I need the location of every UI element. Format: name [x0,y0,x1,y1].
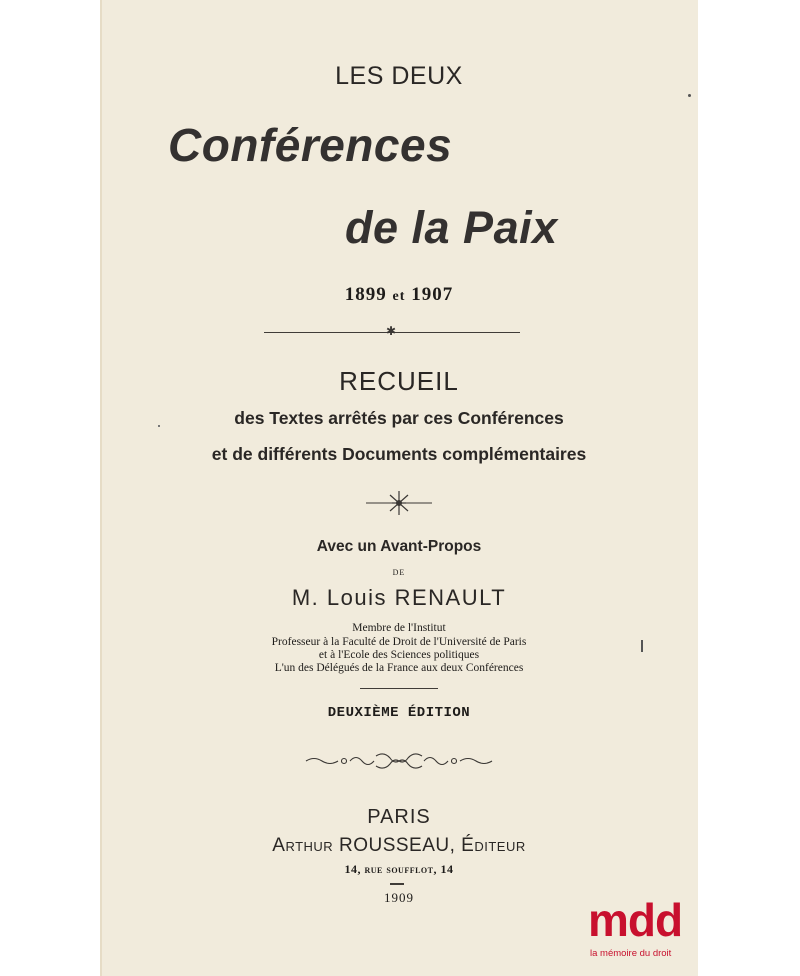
foreword-preposition: DE [392,568,406,577]
divider-rule [360,688,438,689]
title-line-2: Conférences [168,119,453,171]
author-credential: et à l'Ecole des Sciences politiques [318,649,480,661]
logo-tagline: la mémoire du droit [590,948,672,959]
title-line-1: LES DEUX [335,62,463,90]
paper-mark [641,640,643,652]
imprint-address [100,862,698,877]
title-page [100,0,698,976]
address-street: rue soufflot, [364,862,437,876]
paper-mark [158,425,160,427]
sunburst-ornament-icon [364,488,434,518]
author-name: M. Louis RENAULT [291,585,507,610]
title-line-3: de la Paix [345,202,558,253]
subtitle-line-2: et de différents Documents complémentaires [211,444,587,464]
logo-text: mdd [588,894,683,946]
scroll-ornament-icon [304,748,494,774]
mdd-logo [588,896,688,966]
title-years [100,284,698,306]
subtitle-heading: RECUEIL [339,366,459,396]
paper-mark [688,94,691,97]
imprint-city: PARIS [367,806,431,828]
imprint-publisher: Arthur ROUSSEAU, Éditeur [272,835,526,856]
author-credential: Membre de l'Institut [352,622,446,634]
year-connector: et [392,289,406,304]
year-second: 1907 [411,284,454,305]
divider-rule [390,883,404,885]
imprint-year: 1909 [384,890,414,905]
foreword-intro: Avec un Avant-Propos [316,538,482,555]
author-credential: Professeur à la Faculté de Droit de l'Université de Paris [271,636,527,648]
year-first: 1899 [344,284,387,305]
address-number-2: 14 [440,862,454,876]
edition-label: DEUXIÈME ÉDITION [327,705,471,721]
subtitle-line-1: des Textes arrêtés par ces Conférences [234,408,564,428]
divider-star-icon: ✱ [386,324,397,338]
author-credential: L'un des Délégués de la France aux deux Conférences [274,662,524,674]
address-number: 14, [344,862,361,876]
